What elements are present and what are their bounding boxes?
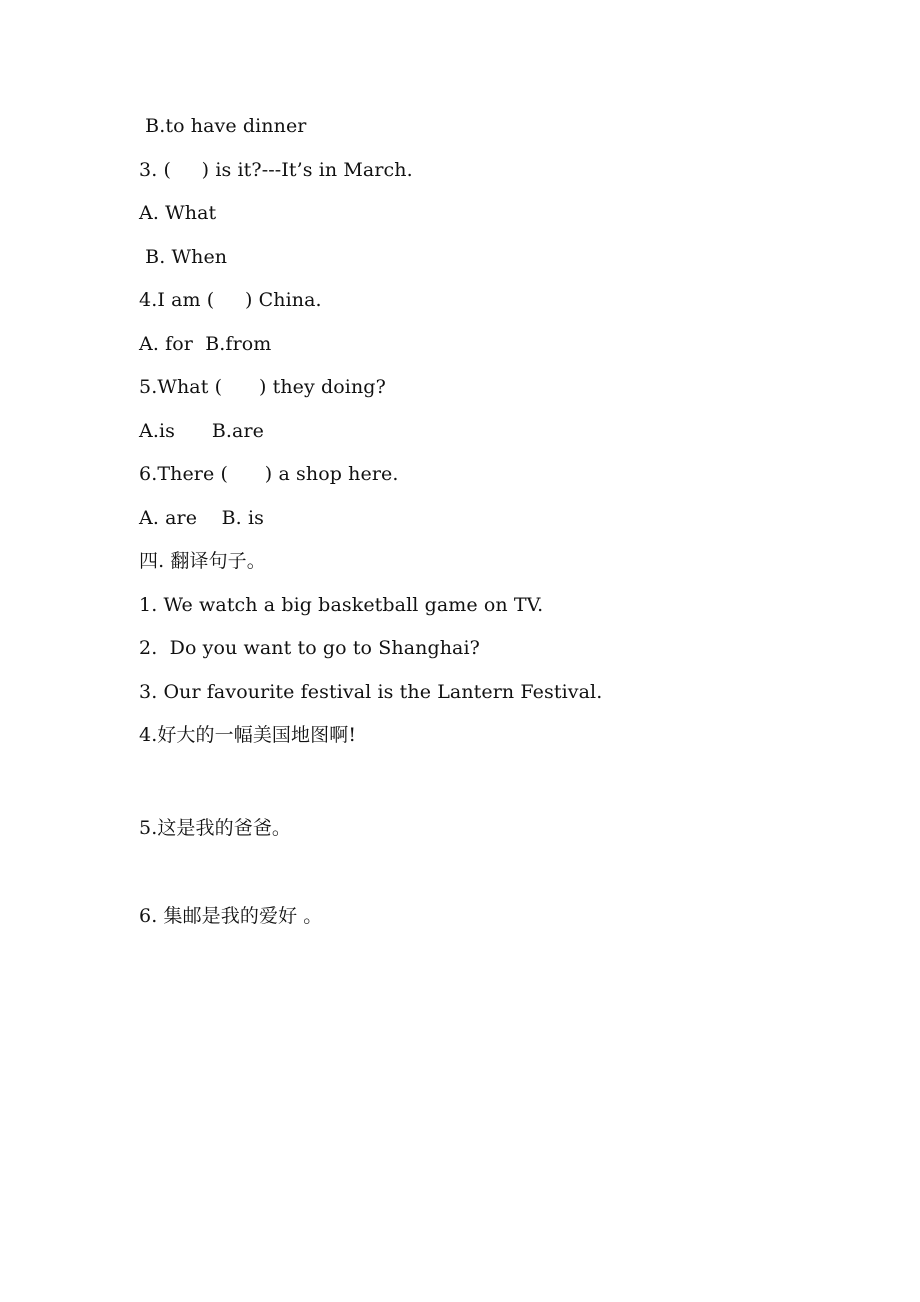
section4-heading: 四. 翻译句子。 xyxy=(139,550,266,572)
q5-options: A.is B.are xyxy=(139,420,264,442)
q4-options: A. for B.from xyxy=(139,333,272,355)
q2-option-b: B.to have dinner xyxy=(139,115,307,137)
translate-item-3: 3. Our favourite festival is the Lantern Festival. xyxy=(139,681,603,703)
translate-item-1: 1. We watch a big basketball game on TV. xyxy=(139,594,544,616)
q6-options: A. are B. is xyxy=(139,507,264,529)
translate-item-2: 2. Do you want to go to Shanghai? xyxy=(139,637,480,659)
translate-item-6: 6. 集邮是我的爱好 。 xyxy=(139,905,323,927)
q3-stem: 3. ( ) is it?---It’s in March. xyxy=(139,159,413,181)
translate-item-4: 4.好大的一幅美国地图啊! xyxy=(139,724,357,746)
q6-stem: 6.There ( ) a shop here. xyxy=(139,463,399,485)
translate-item-5: 5.这是我的爸爸。 xyxy=(139,817,292,839)
q3-option-a: A. What xyxy=(139,202,217,224)
q4-stem: 4.I am ( ) China. xyxy=(139,289,322,311)
q5-stem: 5.What ( ) they doing? xyxy=(139,376,386,398)
q3-option-b: B. When xyxy=(139,246,228,268)
